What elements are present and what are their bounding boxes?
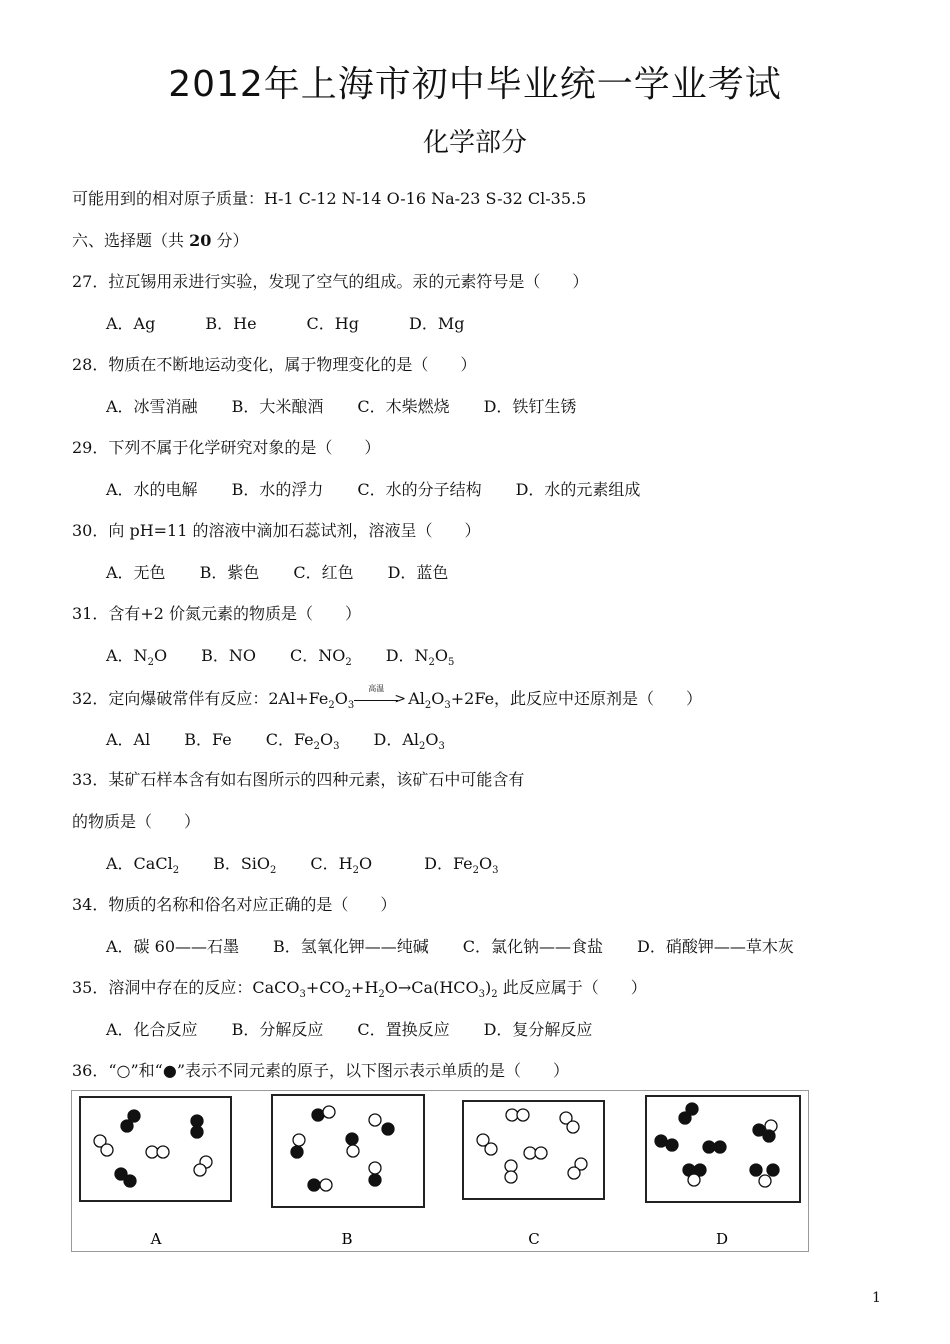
q34-options <box>106 934 828 957</box>
q33-option-b[interactable] <box>213 854 277 876</box>
q31-option-d[interactable] <box>385 646 455 668</box>
q32-option-a[interactable]: A．Al <box>106 730 151 749</box>
panel-label-a: A <box>150 1230 162 1248</box>
white-atom <box>194 1164 206 1176</box>
section-heading <box>72 228 248 251</box>
q27-option-b[interactable]: B．He <box>205 314 257 333</box>
q27-option-d[interactable]: D．Mg <box>409 314 465 333</box>
white-atom <box>505 1160 517 1172</box>
q31-a-text: A．N <box>106 646 148 665</box>
white-atom <box>101 1144 113 1156</box>
black-atom <box>291 1146 303 1158</box>
q35-option-d[interactable]: D．复分解反应 <box>483 1020 593 1039</box>
black-atom <box>346 1133 358 1145</box>
white-atom <box>506 1109 518 1121</box>
q28-option-a[interactable]: A．冰雪消融 <box>106 397 198 416</box>
white-atom <box>568 1167 580 1179</box>
black-atom <box>191 1126 203 1138</box>
white-atom <box>369 1162 381 1174</box>
panel-label-c: C <box>528 1230 540 1248</box>
q33-a-text: A．CaCl <box>106 854 173 873</box>
q31-a-tail: O <box>153 646 168 665</box>
q35-p2: +H <box>351 978 379 997</box>
panel-label-d: D <box>715 1230 729 1248</box>
q35-option-b[interactable]: B．分解反应 <box>231 1020 324 1039</box>
black-atom <box>312 1109 324 1121</box>
q31-option-c[interactable] <box>289 646 352 668</box>
section-pre: 六、选择题（共 <box>72 231 190 250</box>
white-atom <box>535 1147 547 1159</box>
q28-option-c[interactable]: C．木柴燃烧 <box>357 397 450 416</box>
q31-c-sub: 2 <box>345 657 352 668</box>
q32-sub-b: 3 <box>347 700 355 711</box>
q35-options <box>106 1017 626 1040</box>
q33-stem-line1: 33．某矿石样本含有如右图所示的四种元素，该矿石中可能含有 <box>72 770 525 789</box>
white-atom <box>347 1145 359 1157</box>
black-atom <box>714 1141 726 1153</box>
q31-d-text: D．N <box>385 646 429 665</box>
q32-stem <box>72 683 703 711</box>
q36-stem: 36．“○”和“●”表示不同元素的原子，以下图示表示单质的是（ ） <box>72 1061 570 1080</box>
white-atom <box>524 1147 536 1159</box>
q29-options <box>106 477 674 500</box>
atomic-masses: 可能用到的相对原子质量：H-1 C-12 N-14 O-16 Na-23 S-32 Cl-35.5 <box>72 189 587 208</box>
q30-option-d[interactable]: D．蓝色 <box>387 563 449 582</box>
q32-sub-c: 2 <box>424 700 432 711</box>
white-atom <box>323 1106 335 1118</box>
q35-s4: 3 <box>478 989 485 1000</box>
q33-c-sub: 2 <box>352 865 359 876</box>
panel-d-particles <box>655 1103 779 1187</box>
q31-d-sub2: 5 <box>448 657 455 668</box>
reaction-arrow <box>354 683 408 707</box>
black-atom <box>750 1164 762 1176</box>
q32-d-text: D．Al <box>373 730 420 749</box>
q28-option-d[interactable]: D．铁钉生锈 <box>483 397 577 416</box>
q33-option-c[interactable] <box>310 854 373 876</box>
q30-stem: 30．向 pH=11 的溶液中滴加石蕊试剂，溶液呈（ ） <box>72 521 481 540</box>
panel-label-b: B <box>341 1230 353 1248</box>
q27-stem: 27．拉瓦锡用汞进行实验，发现了空气的组成。汞的元素符号是（ ） <box>72 272 589 291</box>
white-atom <box>485 1143 497 1155</box>
q33-b-sub: 2 <box>270 865 277 876</box>
q32-sub-d: 3 <box>444 700 451 711</box>
q34-option-b[interactable]: B．氢氧化钾——纯碱 <box>273 937 429 956</box>
q32-c-s1: 2 <box>313 741 321 752</box>
q33-option-a[interactable] <box>106 854 180 876</box>
arrow-shaft <box>354 700 398 701</box>
q30-option-c[interactable]: C．红色 <box>293 563 354 582</box>
white-atom <box>688 1174 700 1186</box>
black-atom <box>308 1179 320 1191</box>
q32-stem-post: +2Fe，此反应中还原剂是（ ） <box>450 689 703 708</box>
q31-d-sub1: 2 <box>428 657 435 668</box>
panel-c-particles <box>477 1109 587 1183</box>
q32-option-c[interactable] <box>265 730 340 752</box>
white-atom <box>505 1171 517 1183</box>
white-atom <box>320 1179 332 1191</box>
q32-option-b[interactable]: B．Fe <box>184 730 232 749</box>
panel-a-particles <box>94 1110 212 1187</box>
white-atom <box>567 1121 579 1133</box>
q34-stem: 34．物质的名称和俗名对应正确的是（ ） <box>72 895 397 914</box>
q31-c-text: C．NO <box>289 646 346 665</box>
section-post: 分） <box>211 231 249 250</box>
q31-d-mid: O <box>434 646 449 665</box>
q32-c-m: O <box>320 730 334 749</box>
q29-stem: 29．下列不属于化学研究对象的是（ ） <box>72 438 381 457</box>
q33-c-text: C．H <box>310 854 353 873</box>
q32-option-d[interactable] <box>373 730 445 752</box>
panel-b-particles <box>291 1106 394 1191</box>
q29-option-b[interactable]: B．水的浮力 <box>231 480 324 499</box>
q32-d-s2: 3 <box>438 741 445 752</box>
q33-stem-line2: 的物质是（ ） <box>72 812 201 831</box>
section-points: 20 <box>189 231 212 250</box>
q33-d-s1: 2 <box>472 865 480 876</box>
q33-d-m: O <box>479 854 493 873</box>
q32-d-m: O <box>425 730 439 749</box>
q33-a-sub: 2 <box>172 865 180 876</box>
q28-stem: 28．物质在不断地运动变化，属于物理变化的是（ ） <box>72 355 477 374</box>
q32-prod-o: O <box>431 689 445 708</box>
black-atom <box>369 1174 381 1186</box>
q30-option-b[interactable]: B．紫色 <box>199 563 260 582</box>
black-atom <box>763 1130 775 1142</box>
white-atom <box>759 1175 771 1187</box>
white-atom <box>146 1146 158 1158</box>
black-atom <box>686 1103 698 1115</box>
q36-molecule-figure <box>71 1090 809 1252</box>
q31-stem: 31．含有+2 价氮元素的物质是（ ） <box>72 604 362 623</box>
black-atom <box>124 1175 136 1187</box>
q27-options <box>106 311 498 334</box>
q35-s2: 2 <box>344 989 352 1000</box>
q27-option-a[interactable]: A．Ag <box>106 314 156 333</box>
q32-sub-a: 2 <box>328 700 335 711</box>
q34-option-a[interactable]: A．碳 60——石墨 <box>106 937 240 956</box>
black-atom <box>767 1164 779 1176</box>
q35-option-c[interactable]: C．置换反应 <box>357 1020 450 1039</box>
q35-s3: 2 <box>378 989 385 1000</box>
q32-prod: Al <box>408 689 425 708</box>
white-atom <box>293 1134 305 1146</box>
q33-option-d[interactable] <box>424 854 499 876</box>
q28-options <box>106 394 610 417</box>
reaction-condition: 高温 <box>368 683 385 693</box>
q33-b-text: B．SiO <box>213 854 271 873</box>
q32-options <box>106 727 479 752</box>
q31-options <box>106 643 488 668</box>
q33-d-text: D．Fe <box>424 854 473 873</box>
exam-title: 2012年上海市初中毕业统一学业考试 <box>168 64 782 105</box>
q32-o: O <box>334 689 348 708</box>
q32-c-s2: 3 <box>333 741 340 752</box>
black-atom <box>191 1115 203 1127</box>
q35-s1: 3 <box>299 989 306 1000</box>
q29-option-a[interactable]: A．水的电解 <box>106 480 198 499</box>
arrow-head-icon: > <box>394 690 406 707</box>
q30-options <box>106 560 482 583</box>
q34-option-c[interactable]: C．氯化钠——食盐 <box>462 937 604 956</box>
page-number: 1 <box>872 1290 881 1306</box>
q32-stem-pre: 32．定向爆破常伴有反应：2Al+Fe <box>72 689 329 708</box>
black-atom <box>703 1141 715 1153</box>
q33-options <box>106 851 533 876</box>
q35-post: 此反应属于（ ） <box>497 978 647 997</box>
black-atom <box>121 1120 133 1132</box>
q29-option-d[interactable]: D．水的元素组成 <box>515 480 641 499</box>
q30-option-a[interactable]: A．无色 <box>106 563 166 582</box>
white-atom <box>369 1114 381 1126</box>
white-atom <box>157 1146 169 1158</box>
q31-option-a[interactable] <box>106 646 168 668</box>
q28-option-b[interactable]: B．大米酿酒 <box>231 397 324 416</box>
exam-subtitle: 化学部分 <box>422 128 527 158</box>
white-atom <box>517 1109 529 1121</box>
q27-option-c[interactable]: C．Hg <box>306 314 359 333</box>
q35-pre: 35．溶洞中存在的反应：CaCO <box>72 978 300 997</box>
q35-p3: O→Ca(HCO <box>384 978 479 997</box>
q35-s5: 2 <box>491 989 498 1000</box>
black-atom <box>655 1135 667 1147</box>
q33-d-s2: 3 <box>492 865 499 876</box>
q32-d-s1: 2 <box>419 741 426 752</box>
q32-c-text: C．Fe <box>265 730 314 749</box>
q31-option-b[interactable]: B．NO <box>201 646 256 665</box>
q33-c-tail: O <box>359 854 373 873</box>
q35-option-a[interactable]: A．化合反应 <box>106 1020 198 1039</box>
q34-option-d[interactable]: D．硝酸钾——草木灰 <box>637 937 794 956</box>
q35-p4: ) <box>485 978 492 997</box>
black-atom <box>666 1139 678 1151</box>
q35-p1: +CO <box>305 978 345 997</box>
q35-stem <box>72 975 647 1000</box>
q29-option-c[interactable]: C．水的分子结构 <box>357 480 482 499</box>
q31-a-sub: 2 <box>147 657 154 668</box>
black-atom <box>382 1123 394 1135</box>
